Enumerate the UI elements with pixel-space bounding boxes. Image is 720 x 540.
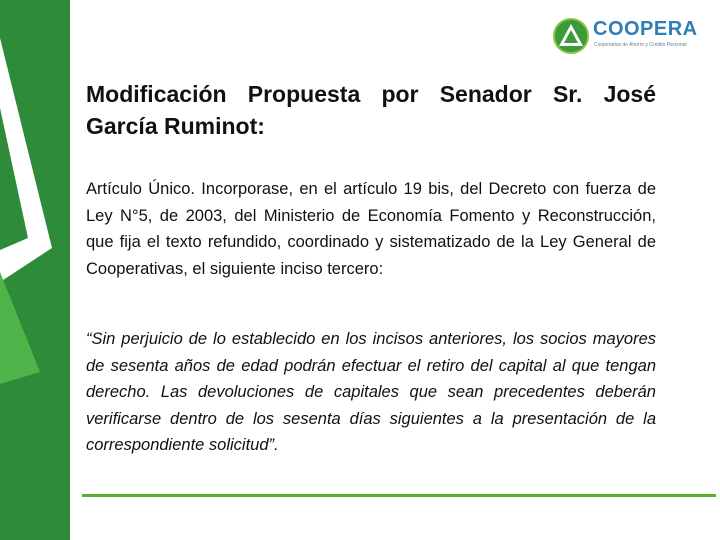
logo-wordmark: COOPERA — [593, 18, 698, 40]
footer-rule — [82, 494, 716, 497]
coopera-logo-icon — [553, 18, 589, 54]
sidebar-decoration — [0, 0, 70, 540]
logo-tagline: Cooperativa de Ahorro y Crédito Personal — [594, 42, 687, 48]
quoted-paragraph: “Sin perjuicio de lo establecido en los incisos anteriores, los socios mayores de sesenta años de edad podrán efectuar el retiro del capital al que tengan derecho. Las devoluciones de capitales que sean precedentes deberán verificarse dentro de los sesenta días siguientes a la presentación de la correspondiente solicitud”. — [86, 330, 656, 454]
coopera-logo — [553, 14, 703, 58]
slide-title: Modificación Propuesta por Senador Sr. José García Ruminot: — [86, 81, 656, 139]
article-paragraph: Artículo Único. Incorporase, en el artículo 19 bis, del Decreto con fuerza de Ley N°5, de 2003, del Ministerio de Economía Fomento y Reconstrucción, que fija el texto refundido, coordinado y sistematizado de la Ley General de Cooperativas, el siguiente inciso tercero: — [86, 180, 656, 278]
